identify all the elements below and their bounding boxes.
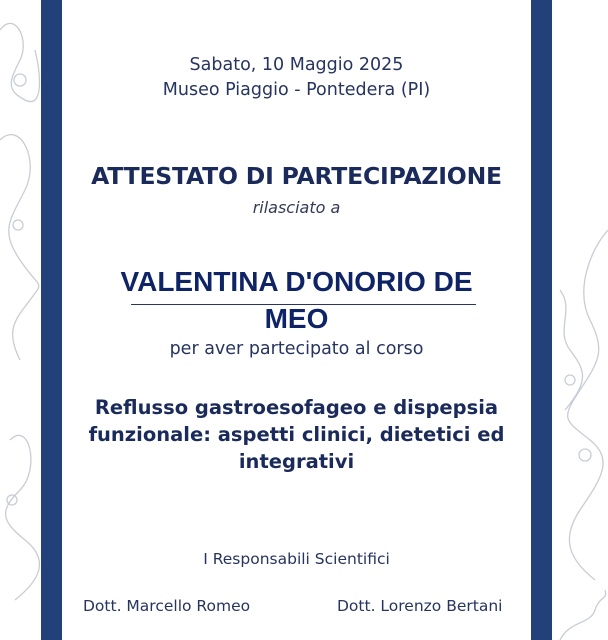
recipient-name-line2: MEO (264, 303, 329, 334)
event-date: Sabato, 10 Maggio 2025 (189, 55, 404, 75)
left-border-bar (41, 0, 62, 640)
signatories-label: I Responsabili Scientifici (203, 550, 390, 568)
signatory-name: Dott. Lorenzo Bertani (337, 597, 503, 615)
recipient-name-line1: VALENTINA D'ONORIO DE (120, 266, 473, 297)
issued-to-label: rilasciato a (252, 198, 341, 217)
event-location: Museo Piaggio - Pontedera (PI) (162, 80, 431, 100)
right-border-bar (531, 0, 552, 640)
course-title: Reflusso gastroesofageo e dispepsia funzionale: aspetti clinici, dietetici ed integrativi (88, 396, 505, 473)
course-intro: per aver partecipato al corso (169, 339, 424, 359)
certificate-title: ATTESTATO DI PARTECIPAZIONE (91, 162, 502, 190)
signatory-name: Dott. Marcello Romeo (83, 597, 251, 615)
